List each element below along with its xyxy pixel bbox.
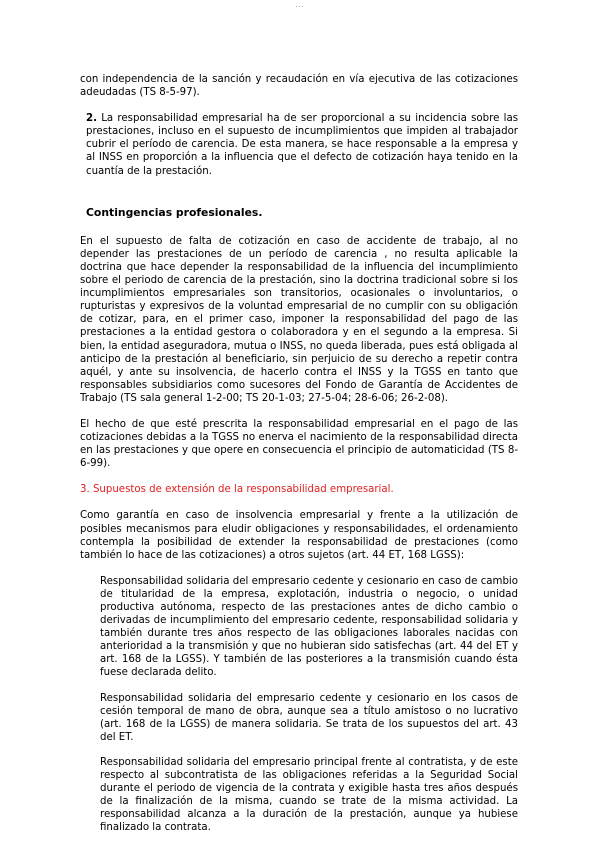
document-body xyxy=(80,73,518,847)
contingencias-heading: Contingencias profesionales. xyxy=(86,205,263,219)
list-item: Responsabilidad solidaria del empresario cedente y cesionario en caso de cambio de titularidad de la empresa, explotación, industria o negocio, o unidad productiva autónoma, respecto de las prestaciones antes de dicho cambio o derivadas de incumplimiento del empresario cedente, responsabilidad solidaria y también durante tres años respecto de las obligaciones laborales nacidas con anterioridad a la transmisión y que no hubieran sido satisfechas (art. 44 del ET y art. 168 de la LGSS). Y también de las posteriores a la transmisión cuando ésta fuese declarada delito. xyxy=(100,575,518,679)
list-item: Responsabilidad solidaria del empresario cedente y cesionario en los casos de cesión temporal de mano de obra, aunque sea a título amistoso o no lucrativo (art. 168 de la LGSS) de manera solidaria. Se trata de los supuestos del art. 43 del ET. xyxy=(100,692,518,743)
point-2-number: 2. xyxy=(86,113,97,125)
list-item: Responsabilidad solidaria del empresario principal frente al contratista, y de este respecto al subcontratista de las obligaciones referidas a la Seguridad Social durante el periodo de vigencia de la contrata y exigible hasta tres años después de la finalización de la misma, cuando se trate de la misma actividad. La responsabilidad alcanza a la duración de la prestación, aunque ya hubiese finalizado la contrata. xyxy=(100,756,518,834)
point-2-paragraph xyxy=(80,112,518,177)
contingencias-paragraph-1: En el supuesto de falta de cotización en caso de accidente de trabajo, al no depender las prestaciones de un período de carencia , no resulta aplicable la doctrina que hace depender la responsabilidad de la influencia del incumplimiento sobre el periodo de carencia de la prestación, sino la doctrina tradicional sobre si los incumplimientos empresariales son transitorios, ocasionales o involuntarios, o rupturistas y expresivos de la voluntad empresarial de no cumplir con su obligación de cotizar, para, en el primer caso, imponer la responsabilidad del pago de las prestaciones a la entidad gestora o colaboradora y en el segundo a la empresa. Si bien, la entidad aseguradora, mutua o INSS, no queda liberada, pues está obligada al anticipo de la prestación al beneficiario, sin perjuicio de su derecho a repetir contra aquél, y ante su insolvencia, de hacerlo contra el INSS y la TGSS en tanto que responsables subsidiarios como sucesores del Fondo de Garantía de Accidentes de Trabajo (TS sala general 1-2-00; TS 20-1-03; 27-5-04; 28-6-06; 26-2-08). xyxy=(80,235,518,404)
section-3-intro: Como garantía en caso de insolvencia empresarial y frente a la utilización de posibles mecanismos para eludir obligaciones y responsabilidades, el ordenamiento contempla la posibilidad de extender la responsabilidad de prestaciones (como también lo hace de las cotizaciones) a otros sujetos (art. 44 ET, 168 LGSS): xyxy=(80,510,518,561)
continuation-paragraph: con independencia de la sanción y recaudación en vía ejecutiva de las cotizaciones adeudadas (TS 8-5-97). xyxy=(80,74,518,99)
page-marker: ... xyxy=(295,2,305,9)
responsibility-list xyxy=(80,575,518,835)
section-3-heading: 3. Supuestos de extensión de la responsabilidad empresarial. xyxy=(80,484,394,496)
contingencias-paragraph-2: El hecho de que esté prescrita la responsabilidad empresarial en el pago de las cotizaciones debidas a la TGSS no enerva el nacimiento de la responsabilidad directa en las prestaciones y que opere en consecuencia el principio de automaticidad (TS 8-6-99). xyxy=(80,418,518,470)
point-2-text: La responsabilidad empresarial ha de ser proporcional a su incidencia sobre las prestaciones, incluso en el supuesto de incumplimientos que impiden al trabajador cubrir el período de carencia. De esta manera, se hace responsable a la empresa y al INSS en proporción a la influencia que el defecto de cotización haya tenido en la cuantía de la prestación. xyxy=(86,113,518,177)
